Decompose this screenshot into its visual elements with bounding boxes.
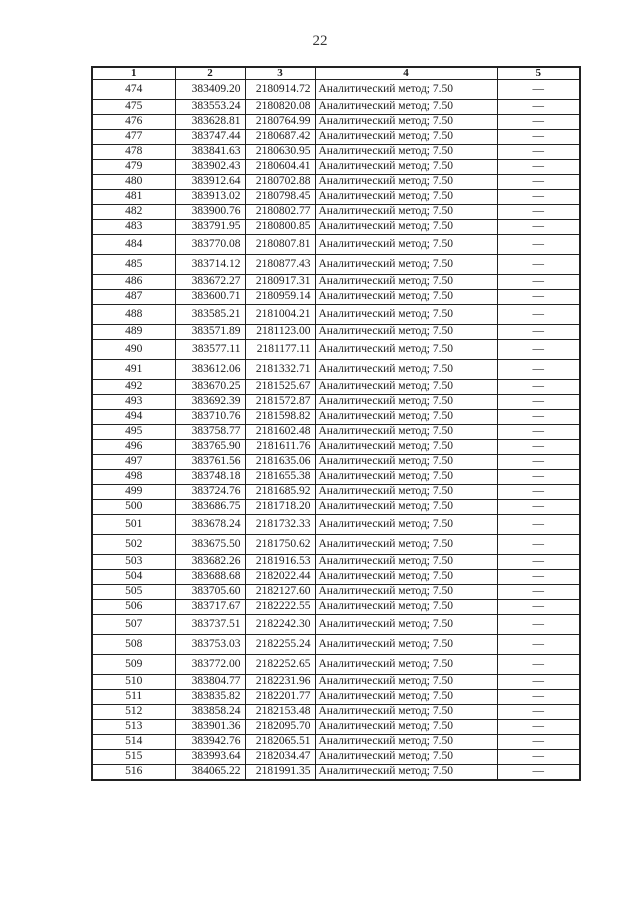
table-row — [92, 340, 580, 360]
y-coordinate-cell: 2181750.62 — [245, 535, 315, 555]
table-row — [92, 425, 580, 440]
table-body — [92, 80, 580, 781]
column-header-3: 3 — [245, 67, 315, 80]
note-cell: — — [497, 655, 580, 675]
point-number-cell: 494 — [92, 410, 175, 425]
point-number-cell: 498 — [92, 470, 175, 485]
note-cell: — — [497, 100, 580, 115]
note-cell: — — [497, 705, 580, 720]
method-cell: Аналитический метод; 7.50 — [315, 205, 497, 220]
method-cell: Аналитический метод; 7.50 — [315, 275, 497, 290]
note-cell: — — [497, 455, 580, 470]
table-row — [92, 220, 580, 235]
y-coordinate-cell: 2182252.65 — [245, 655, 315, 675]
table-row — [92, 115, 580, 130]
x-coordinate-cell: 383902.43 — [175, 160, 245, 175]
table-row — [92, 175, 580, 190]
x-coordinate-cell: 383912.64 — [175, 175, 245, 190]
table-row — [92, 380, 580, 395]
x-coordinate-cell: 383670.25 — [175, 380, 245, 395]
table-row — [92, 500, 580, 515]
x-coordinate-cell: 383753.03 — [175, 635, 245, 655]
y-coordinate-cell: 2182242.30 — [245, 615, 315, 635]
x-coordinate-cell: 383791.95 — [175, 220, 245, 235]
point-number-cell: 515 — [92, 750, 175, 765]
note-cell: — — [497, 500, 580, 515]
note-cell: — — [497, 255, 580, 275]
note-cell: — — [497, 535, 580, 555]
table-row — [92, 750, 580, 765]
x-coordinate-cell: 383553.24 — [175, 100, 245, 115]
x-coordinate-cell: 384065.22 — [175, 765, 245, 781]
x-coordinate-cell: 383993.64 — [175, 750, 245, 765]
table-row — [92, 325, 580, 340]
x-coordinate-cell: 383901.36 — [175, 720, 245, 735]
x-coordinate-cell: 383692.39 — [175, 395, 245, 410]
point-number-cell: 489 — [92, 325, 175, 340]
point-number-cell: 495 — [92, 425, 175, 440]
method-cell: Аналитический метод; 7.50 — [315, 290, 497, 305]
x-coordinate-cell: 383672.27 — [175, 275, 245, 290]
x-coordinate-cell: 383747.44 — [175, 130, 245, 145]
point-number-cell: 501 — [92, 515, 175, 535]
table-row — [92, 470, 580, 485]
table-row — [92, 290, 580, 305]
table-row — [92, 130, 580, 145]
method-cell: Аналитический метод; 7.50 — [315, 535, 497, 555]
x-coordinate-cell: 383758.77 — [175, 425, 245, 440]
y-coordinate-cell: 2182201.77 — [245, 690, 315, 705]
point-number-cell: 476 — [92, 115, 175, 130]
note-cell: — — [497, 360, 580, 380]
method-cell: Аналитический метод; 7.50 — [315, 130, 497, 145]
x-coordinate-cell: 383835.82 — [175, 690, 245, 705]
table-row — [92, 600, 580, 615]
y-coordinate-cell: 2182022.44 — [245, 570, 315, 585]
point-number-cell: 508 — [92, 635, 175, 655]
x-coordinate-cell: 383913.02 — [175, 190, 245, 205]
point-number-cell: 481 — [92, 190, 175, 205]
note-cell: — — [497, 485, 580, 500]
method-cell: Аналитический метод; 7.50 — [315, 145, 497, 160]
point-number-cell: 509 — [92, 655, 175, 675]
point-number-cell: 511 — [92, 690, 175, 705]
y-coordinate-cell: 2180877.43 — [245, 255, 315, 275]
note-cell: — — [497, 425, 580, 440]
note-cell: — — [497, 160, 580, 175]
x-coordinate-cell: 383678.24 — [175, 515, 245, 535]
note-cell: — — [497, 235, 580, 255]
note-cell: — — [497, 635, 580, 655]
note-cell: — — [497, 115, 580, 130]
note-cell: — — [497, 340, 580, 360]
method-cell: Аналитический метод; 7.50 — [315, 585, 497, 600]
note-cell: — — [497, 555, 580, 570]
table-row — [92, 720, 580, 735]
note-cell: — — [497, 765, 580, 781]
point-number-cell: 499 — [92, 485, 175, 500]
table-row — [92, 275, 580, 290]
y-coordinate-cell: 2181685.92 — [245, 485, 315, 500]
table-row — [92, 100, 580, 115]
point-number-cell: 482 — [92, 205, 175, 220]
point-number-cell: 491 — [92, 360, 175, 380]
point-number-cell: 504 — [92, 570, 175, 585]
y-coordinate-cell: 2181718.20 — [245, 500, 315, 515]
note-cell: — — [497, 190, 580, 205]
table-row — [92, 440, 580, 455]
x-coordinate-cell: 383761.56 — [175, 455, 245, 470]
note-cell: — — [497, 175, 580, 190]
note-cell: — — [497, 80, 580, 100]
x-coordinate-cell: 383724.76 — [175, 485, 245, 500]
coordinates-table-wrapper — [91, 66, 579, 781]
x-coordinate-cell: 383682.26 — [175, 555, 245, 570]
table-row — [92, 455, 580, 470]
table-row — [92, 80, 580, 100]
y-coordinate-cell: 2180914.72 — [245, 80, 315, 100]
method-cell: Аналитический метод; 7.50 — [315, 115, 497, 130]
point-number-cell: 478 — [92, 145, 175, 160]
table-row — [92, 235, 580, 255]
x-coordinate-cell: 383409.20 — [175, 80, 245, 100]
point-number-cell: 503 — [92, 555, 175, 570]
y-coordinate-cell: 2180702.88 — [245, 175, 315, 190]
point-number-cell: 510 — [92, 675, 175, 690]
y-coordinate-cell: 2181991.35 — [245, 765, 315, 781]
method-cell: Аналитический метод; 7.50 — [315, 425, 497, 440]
method-cell: Аналитический метод; 7.50 — [315, 705, 497, 720]
table-row — [92, 555, 580, 570]
table-row — [92, 655, 580, 675]
table-row — [92, 160, 580, 175]
x-coordinate-cell: 383571.89 — [175, 325, 245, 340]
method-cell: Аналитический метод; 7.50 — [315, 750, 497, 765]
y-coordinate-cell: 2180800.85 — [245, 220, 315, 235]
note-cell: — — [497, 585, 580, 600]
method-cell: Аналитический метод; 7.50 — [315, 190, 497, 205]
note-cell: — — [497, 325, 580, 340]
x-coordinate-cell: 383705.60 — [175, 585, 245, 600]
y-coordinate-cell: 2181916.53 — [245, 555, 315, 570]
note-cell: — — [497, 275, 580, 290]
point-number-cell: 484 — [92, 235, 175, 255]
note-cell: — — [497, 220, 580, 235]
table-row — [92, 360, 580, 380]
y-coordinate-cell: 2182153.48 — [245, 705, 315, 720]
point-number-cell: 496 — [92, 440, 175, 455]
y-coordinate-cell: 2181611.76 — [245, 440, 315, 455]
point-number-cell: 490 — [92, 340, 175, 360]
point-number-cell: 500 — [92, 500, 175, 515]
note-cell: — — [497, 735, 580, 750]
table-row — [92, 145, 580, 160]
point-number-cell: 506 — [92, 600, 175, 615]
table-row — [92, 190, 580, 205]
x-coordinate-cell: 383804.77 — [175, 675, 245, 690]
column-header-2: 2 — [175, 67, 245, 80]
y-coordinate-cell: 2182222.55 — [245, 600, 315, 615]
x-coordinate-cell: 383628.81 — [175, 115, 245, 130]
note-cell: — — [497, 720, 580, 735]
y-coordinate-cell: 2181332.71 — [245, 360, 315, 380]
method-cell: Аналитический метод; 7.50 — [315, 615, 497, 635]
y-coordinate-cell: 2180604.41 — [245, 160, 315, 175]
method-cell: Аналитический метод; 7.50 — [315, 455, 497, 470]
y-coordinate-cell: 2180630.95 — [245, 145, 315, 160]
y-coordinate-cell: 2182231.96 — [245, 675, 315, 690]
point-number-cell: 475 — [92, 100, 175, 115]
point-number-cell: 480 — [92, 175, 175, 190]
method-cell: Аналитический метод; 7.50 — [315, 360, 497, 380]
point-number-cell: 477 — [92, 130, 175, 145]
x-coordinate-cell: 383737.51 — [175, 615, 245, 635]
method-cell: Аналитический метод; 7.50 — [315, 690, 497, 705]
y-coordinate-cell: 2181525.67 — [245, 380, 315, 395]
x-coordinate-cell: 383675.50 — [175, 535, 245, 555]
y-coordinate-cell: 2182034.47 — [245, 750, 315, 765]
method-cell: Аналитический метод; 7.50 — [315, 485, 497, 500]
point-number-cell: 488 — [92, 305, 175, 325]
method-cell: Аналитический метод; 7.50 — [315, 635, 497, 655]
y-coordinate-cell: 2180959.14 — [245, 290, 315, 305]
method-cell: Аналитический метод; 7.50 — [315, 555, 497, 570]
point-number-cell: 493 — [92, 395, 175, 410]
method-cell: Аналитический метод; 7.50 — [315, 220, 497, 235]
x-coordinate-cell: 383686.75 — [175, 500, 245, 515]
table-row — [92, 255, 580, 275]
y-coordinate-cell: 2181732.33 — [245, 515, 315, 535]
table-row — [92, 705, 580, 720]
table-row — [92, 515, 580, 535]
method-cell: Аналитический метод; 7.50 — [315, 410, 497, 425]
coordinates-table — [91, 66, 581, 781]
note-cell: — — [497, 675, 580, 690]
y-coordinate-cell: 2181572.87 — [245, 395, 315, 410]
method-cell: Аналитический метод; 7.50 — [315, 735, 497, 750]
point-number-cell: 485 — [92, 255, 175, 275]
x-coordinate-cell: 383748.18 — [175, 470, 245, 485]
note-cell: — — [497, 470, 580, 485]
column-header-4: 4 — [315, 67, 497, 80]
y-coordinate-cell: 2182095.70 — [245, 720, 315, 735]
note-cell: — — [497, 440, 580, 455]
table-row — [92, 485, 580, 500]
y-coordinate-cell: 2182255.24 — [245, 635, 315, 655]
y-coordinate-cell: 2180764.99 — [245, 115, 315, 130]
method-cell: Аналитический метод; 7.50 — [315, 600, 497, 615]
y-coordinate-cell: 2182065.51 — [245, 735, 315, 750]
x-coordinate-cell: 383612.06 — [175, 360, 245, 380]
table-row — [92, 585, 580, 600]
table-row — [92, 570, 580, 585]
y-coordinate-cell: 2181602.48 — [245, 425, 315, 440]
method-cell: Аналитический метод; 7.50 — [315, 325, 497, 340]
x-coordinate-cell: 383577.11 — [175, 340, 245, 360]
point-number-cell: 492 — [92, 380, 175, 395]
column-header-5: 5 — [497, 67, 580, 80]
y-coordinate-cell: 2180820.08 — [245, 100, 315, 115]
point-number-cell: 502 — [92, 535, 175, 555]
table-row — [92, 675, 580, 690]
y-coordinate-cell: 2180798.45 — [245, 190, 315, 205]
method-cell: Аналитический метод; 7.50 — [315, 765, 497, 781]
method-cell: Аналитический метод; 7.50 — [315, 380, 497, 395]
method-cell: Аналитический метод; 7.50 — [315, 570, 497, 585]
note-cell: — — [497, 515, 580, 535]
point-number-cell: 479 — [92, 160, 175, 175]
x-coordinate-cell: 383772.00 — [175, 655, 245, 675]
method-cell: Аналитический метод; 7.50 — [315, 395, 497, 410]
y-coordinate-cell: 2182127.60 — [245, 585, 315, 600]
point-number-cell: 514 — [92, 735, 175, 750]
table-row — [92, 305, 580, 325]
method-cell: Аналитический метод; 7.50 — [315, 100, 497, 115]
method-cell: Аналитический метод; 7.50 — [315, 470, 497, 485]
method-cell: Аналитический метод; 7.50 — [315, 255, 497, 275]
x-coordinate-cell: 383600.71 — [175, 290, 245, 305]
table-row — [92, 205, 580, 220]
note-cell: — — [497, 305, 580, 325]
note-cell: — — [497, 290, 580, 305]
note-cell: — — [497, 205, 580, 220]
note-cell: — — [497, 395, 580, 410]
x-coordinate-cell: 383841.63 — [175, 145, 245, 160]
point-number-cell: 516 — [92, 765, 175, 781]
y-coordinate-cell: 2180807.81 — [245, 235, 315, 255]
x-coordinate-cell: 383710.76 — [175, 410, 245, 425]
x-coordinate-cell: 383765.90 — [175, 440, 245, 455]
table-row — [92, 410, 580, 425]
method-cell: Аналитический метод; 7.50 — [315, 305, 497, 325]
point-number-cell: 483 — [92, 220, 175, 235]
note-cell: — — [497, 615, 580, 635]
note-cell: — — [497, 750, 580, 765]
method-cell: Аналитический метод; 7.50 — [315, 235, 497, 255]
method-cell: Аналитический метод; 7.50 — [315, 440, 497, 455]
method-cell: Аналитический метод; 7.50 — [315, 675, 497, 690]
x-coordinate-cell: 383585.21 — [175, 305, 245, 325]
point-number-cell: 513 — [92, 720, 175, 735]
page-number: 22 — [312, 33, 328, 49]
table-header — [92, 67, 580, 80]
method-cell: Аналитический метод; 7.50 — [315, 655, 497, 675]
x-coordinate-cell: 383900.76 — [175, 205, 245, 220]
column-header-1: 1 — [92, 67, 175, 80]
point-number-cell: 486 — [92, 275, 175, 290]
note-cell: — — [497, 130, 580, 145]
point-number-cell: 487 — [92, 290, 175, 305]
point-number-cell: 512 — [92, 705, 175, 720]
point-number-cell: 474 — [92, 80, 175, 100]
note-cell: — — [497, 410, 580, 425]
y-coordinate-cell: 2181177.11 — [245, 340, 315, 360]
method-cell: Аналитический метод; 7.50 — [315, 160, 497, 175]
method-cell: Аналитический метод; 7.50 — [315, 500, 497, 515]
point-number-cell: 507 — [92, 615, 175, 635]
method-cell: Аналитический метод; 7.50 — [315, 175, 497, 190]
note-cell: — — [497, 690, 580, 705]
x-coordinate-cell: 383714.12 — [175, 255, 245, 275]
point-number-cell: 497 — [92, 455, 175, 470]
table-row — [92, 735, 580, 750]
y-coordinate-cell: 2181655.38 — [245, 470, 315, 485]
y-coordinate-cell: 2181635.06 — [245, 455, 315, 470]
y-coordinate-cell: 2181004.21 — [245, 305, 315, 325]
table-row — [92, 615, 580, 635]
method-cell: Аналитический метод; 7.50 — [315, 720, 497, 735]
y-coordinate-cell: 2180687.42 — [245, 130, 315, 145]
table-row — [92, 395, 580, 410]
note-cell: — — [497, 570, 580, 585]
note-cell: — — [497, 145, 580, 160]
note-cell: — — [497, 380, 580, 395]
y-coordinate-cell: 2181123.00 — [245, 325, 315, 340]
x-coordinate-cell: 383858.24 — [175, 705, 245, 720]
y-coordinate-cell: 2180802.77 — [245, 205, 315, 220]
table-row — [92, 635, 580, 655]
y-coordinate-cell: 2181598.82 — [245, 410, 315, 425]
point-number-cell: 505 — [92, 585, 175, 600]
table-row — [92, 765, 580, 781]
x-coordinate-cell: 383770.08 — [175, 235, 245, 255]
x-coordinate-cell: 383717.67 — [175, 600, 245, 615]
method-cell: Аналитический метод; 7.50 — [315, 340, 497, 360]
method-cell: Аналитический метод; 7.50 — [315, 515, 497, 535]
header-row — [92, 67, 580, 80]
note-cell: — — [497, 600, 580, 615]
x-coordinate-cell: 383942.76 — [175, 735, 245, 750]
table-row — [92, 535, 580, 555]
y-coordinate-cell: 2180917.31 — [245, 275, 315, 290]
x-coordinate-cell: 383688.68 — [175, 570, 245, 585]
table-row — [92, 690, 580, 705]
method-cell: Аналитический метод; 7.50 — [315, 80, 497, 100]
